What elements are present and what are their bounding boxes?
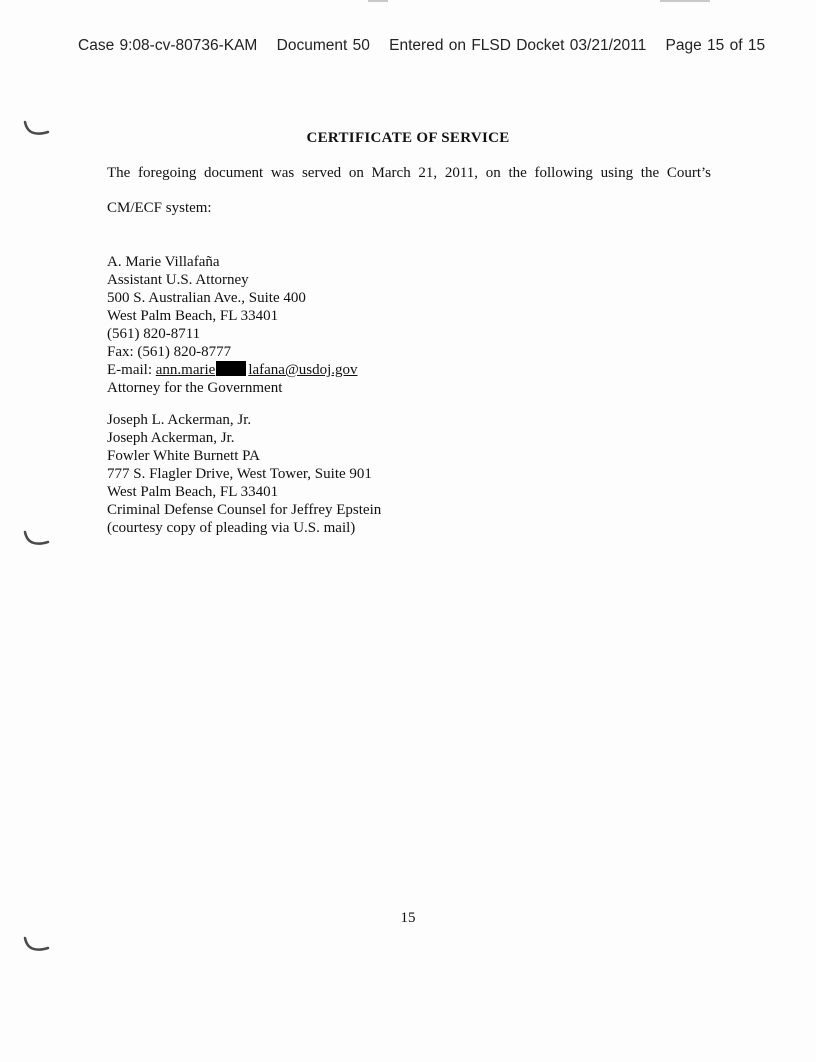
case-number: Case 9:08-cv-80736-KAM — [78, 37, 258, 54]
recipient-email-line — [107, 361, 358, 379]
recipient-name: A. Marie Villafaña — [107, 254, 220, 270]
docket-entry-date: Entered on FLSD Docket 03/21/2011 — [389, 37, 647, 54]
page-count: Page 15 of 15 — [665, 37, 766, 54]
recipient-role: Criminal Defense Counsel for Jeffrey Epstein — [107, 502, 382, 518]
recipient-firm: Fowler White Burnett PA — [107, 448, 260, 464]
page-title: CERTIFICATE OF SERVICE — [306, 130, 510, 146]
docket-header — [78, 37, 765, 55]
punch-hole-icon — [22, 528, 52, 550]
recipient-fax: Fax: (561) 820-8777 — [107, 344, 232, 360]
recipient-title: Assistant U.S. Attorney — [107, 272, 249, 288]
email-link[interactable] — [156, 362, 358, 378]
recipient-defense — [107, 411, 381, 537]
page-number: 15 — [400, 910, 416, 926]
redaction-block — [216, 361, 246, 376]
document-number: Document 50 — [276, 37, 370, 54]
service-statement: The foregoing document was served on March 21, 2011, on the following using the Court’s — [107, 165, 711, 181]
punch-hole-icon — [22, 934, 52, 956]
recipient-phone: (561) 820-8711 — [107, 326, 201, 342]
recipient-address-line: West Palm Beach, FL 33401 — [107, 484, 279, 500]
scan-mark — [660, 0, 710, 2]
recipient-note: (courtesy copy of pleading via U.S. mail) — [107, 520, 356, 536]
recipient-role: Attorney for the Government — [107, 380, 283, 396]
recipient-government — [107, 253, 358, 397]
email-part-2: lafana@usdoj.gov — [248, 362, 358, 378]
email-part-1: ann.marie — [155, 362, 216, 378]
recipient-name: Joseph L. Ackerman, Jr. — [107, 412, 252, 428]
service-statement-continued: CM/ECF system: — [107, 200, 212, 216]
recipient-name: Joseph Ackerman, Jr. — [107, 430, 235, 446]
email-label: E-mail: — [107, 362, 156, 378]
recipient-address-line: 500 S. Australian Ave., Suite 400 — [107, 290, 306, 306]
recipient-address-line: West Palm Beach, FL 33401 — [107, 308, 279, 324]
scan-mark — [368, 0, 388, 2]
recipient-address-line: 777 S. Flagler Drive, West Tower, Suite 901 — [107, 466, 372, 482]
